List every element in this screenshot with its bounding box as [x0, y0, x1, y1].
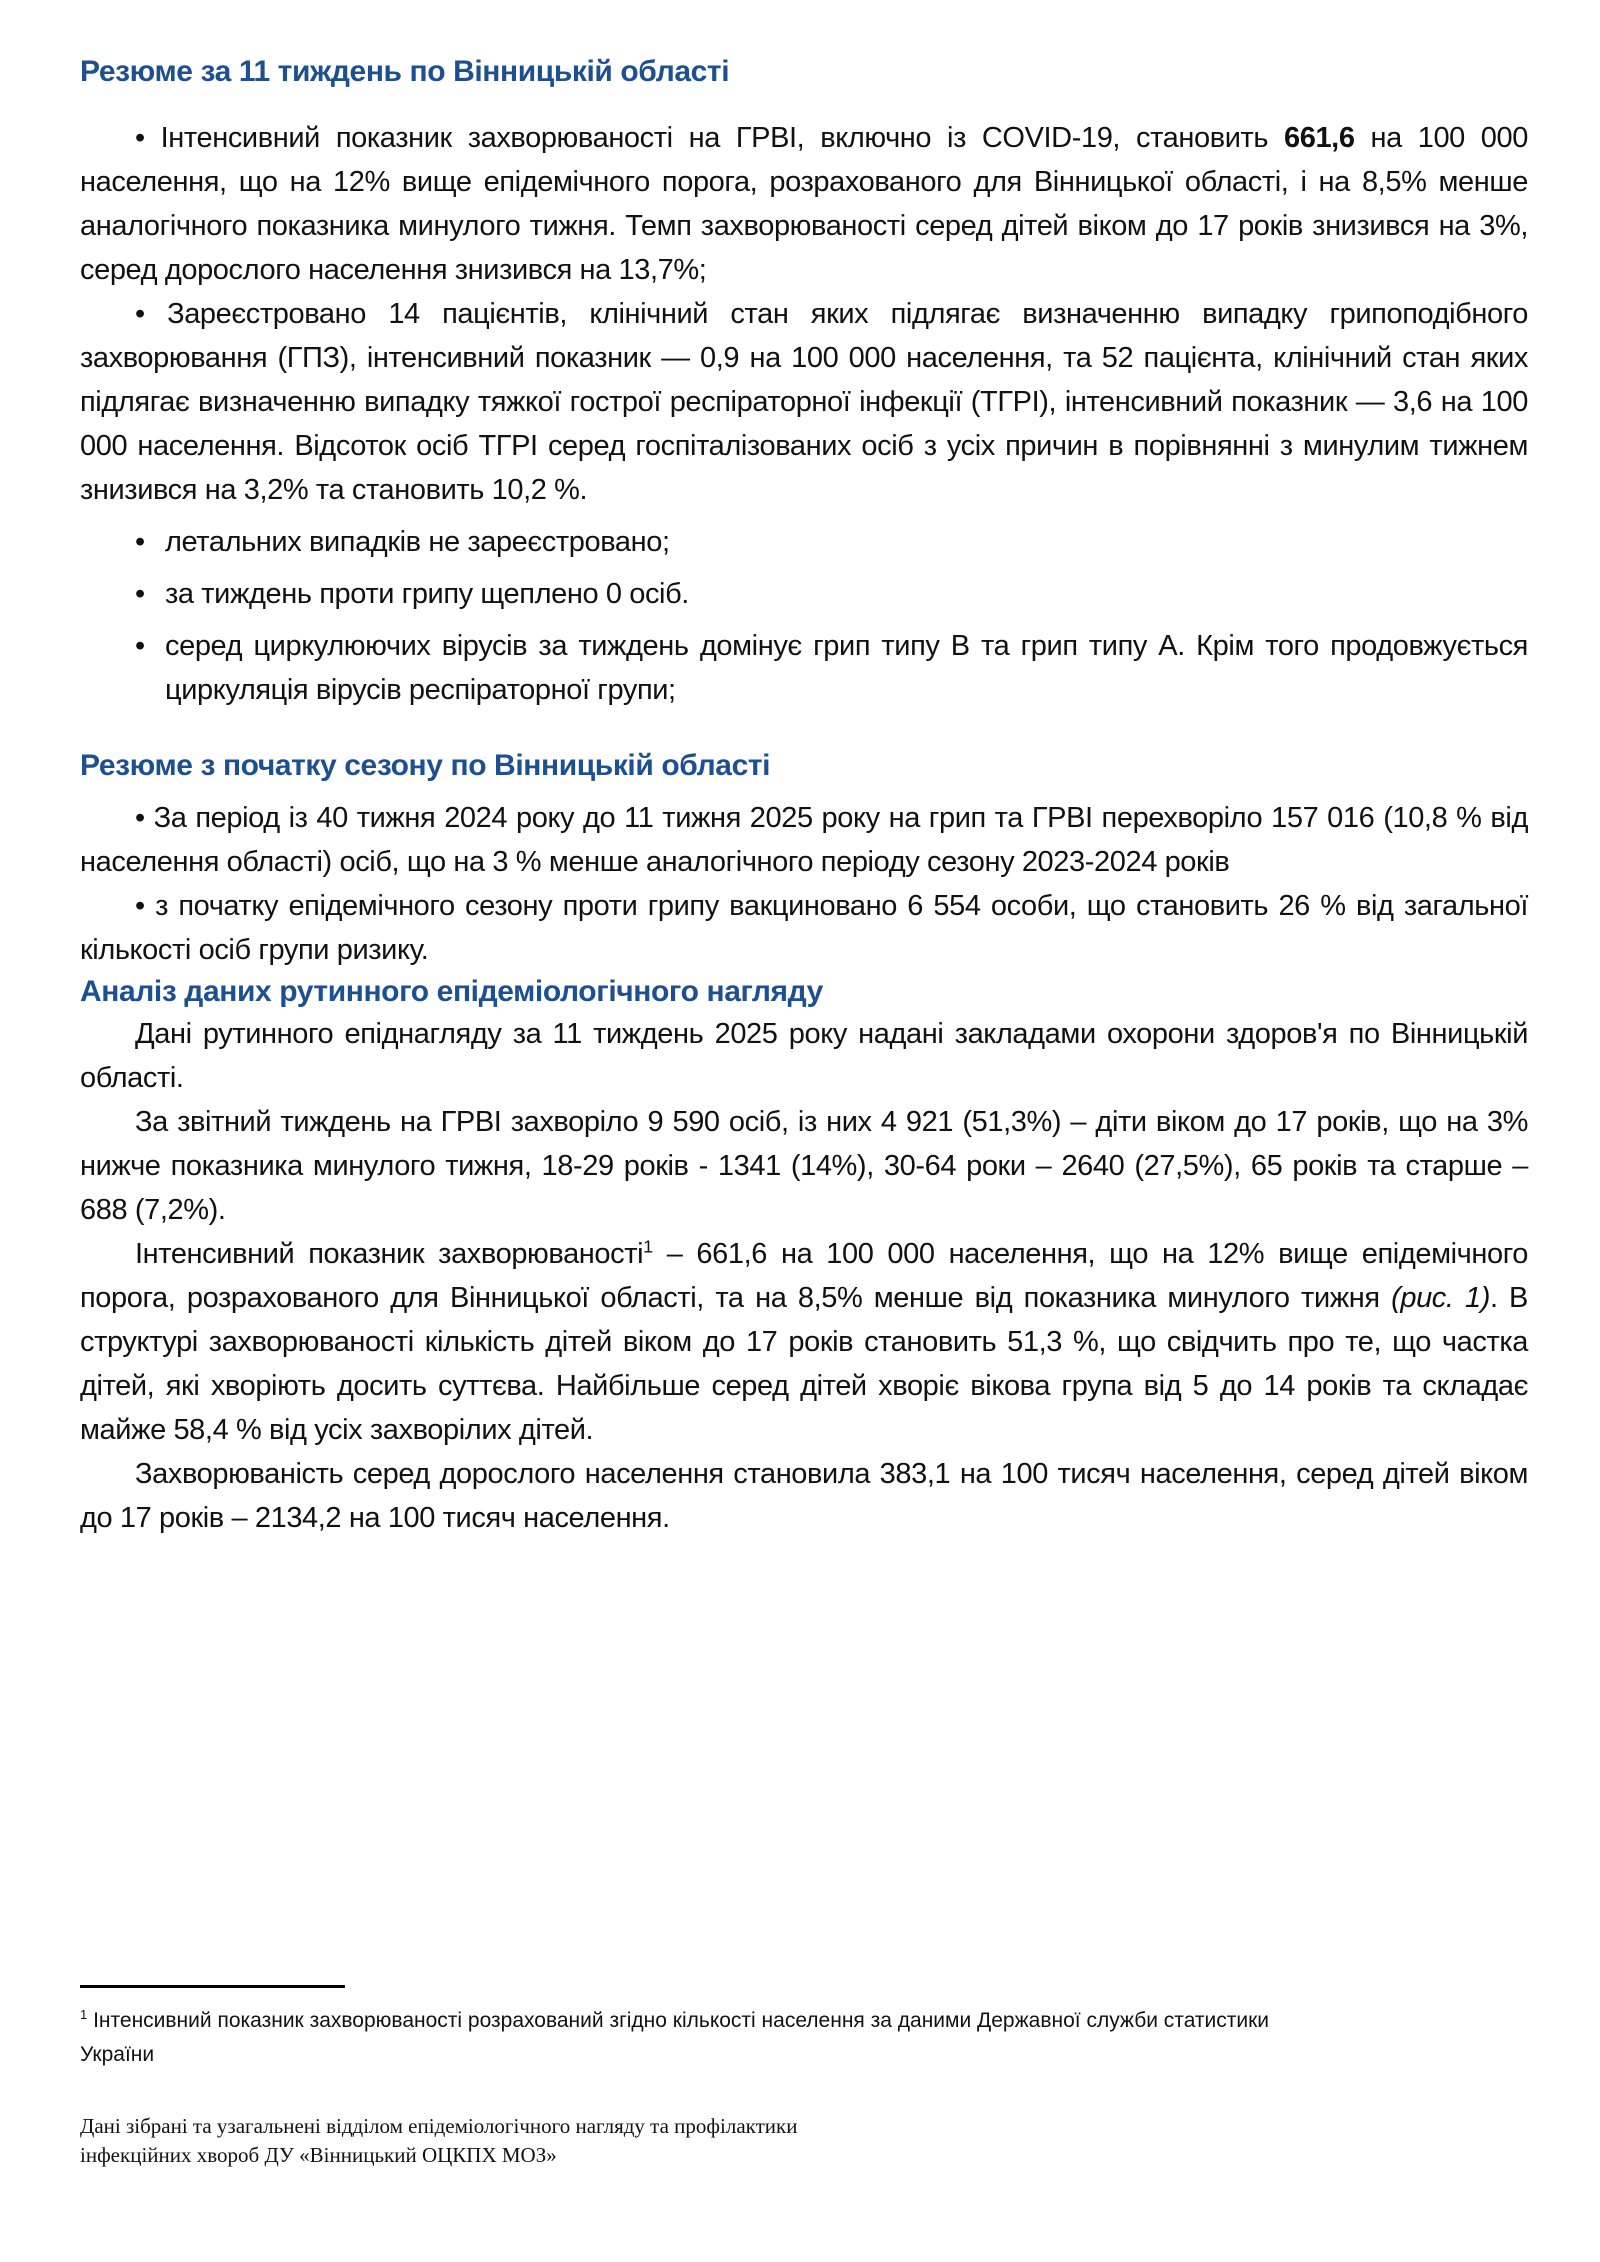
- bullet-marker: •: [135, 630, 145, 662]
- paragraph-week-age-breakdown: [80, 1100, 1528, 1232]
- text-run: . В структурі захворюваності кількість дітей віком до 17 років становить 51,3 %, що свідчить про те, що частка дітей, які хворіють досить суттєва. Найбільше серед дітей хворіє вікова група від 5 до 14 років та складає майже 58,4 % від усіх захворілих дітей.: [80, 1282, 1529, 1446]
- paragraph-data-source: [80, 1012, 1528, 1100]
- heading-summary-season: [80, 746, 1528, 786]
- paragraph-adult-children-rates: [80, 1452, 1528, 1540]
- bullet-marker: •: [135, 526, 145, 558]
- text-run: Резюме за 11 тиждень по Вінницькій області: [80, 55, 730, 88]
- footnote-area: [80, 1985, 1528, 2072]
- text-run: за тиждень проти грипу щеплено 0 осіб.: [165, 578, 689, 610]
- text-run: Дані рутинного епіднагляду за 11 тиждень 2025 року надані закладами охорони здоров'я по Вінницькій області.: [80, 1018, 1528, 1094]
- text-run: Захворюваність серед дорослого населення становила 383,1 на 100 тисяч населення, серед дітей віком до 17 років – 2134,2 на 100 тисяч населення.: [80, 1458, 1528, 1534]
- paragraph-intensive-structure: [80, 1232, 1528, 1452]
- text-run: Резюме з початку сезону по Вінницькій області: [80, 749, 771, 782]
- text-run: За звітний тиждень на ГРВІ захворіло 9 590 осіб, із них 4 921 (51,3%) – діти віком до 17 років, що на 3% нижче показника минулого тижня, 18-29 років - 1341 (14%), 30-64 роки – 2640 (27,5%), 65 років та старше – 688 (7,2%).: [80, 1106, 1528, 1226]
- text-run: • з початку епідемічного сезону проти грипу вакциновано 6 554 особи, що становить 26 % від загальної кількості осіб групи ризику.: [80, 890, 1528, 966]
- text-run: Інтенсивний показник захворюваності: [135, 1238, 644, 1270]
- bullet-marker: •: [135, 578, 145, 610]
- footnote-separator: [80, 1985, 345, 1988]
- paragraph-season-vaccination: [80, 884, 1528, 972]
- bullet-circulating-viruses: [80, 624, 1528, 712]
- footnote-body: Інтенсивний показник захворюваності розрахований згідно кількості населення за даними Державної служби статистики України: [80, 2009, 1270, 2066]
- footer-line-2: інфекційних хвороб ДУ «Вінницький ОЦКПХ МОЗ»: [80, 2143, 557, 2167]
- text-run: летальних випадків не зареєстровано;: [165, 526, 670, 558]
- text-run: – 661,6 на 100 000 населення, що на 12% вище епідемічного порога, розрахованого для Вінницької області, та на 8,5% менше від показника минулого тижня: [80, 1238, 1528, 1314]
- document-body: [80, 52, 1528, 1540]
- paragraph-intensive-indicator: [80, 116, 1528, 292]
- paragraph-ili-sari-cases: [80, 292, 1528, 512]
- text-run: • За період із 40 тижня 2024 року до 11 тижня 2025 року на грип та ГРВІ перехворіло 157 016 (10,8 % від населення області) осіб, що на 3 % менше аналогічного періоду сезону 2023-2024 років: [80, 802, 1528, 878]
- text-run: серед циркулюючих вірусів за тиждень домінує грип типу В та грип типу А. Крім того продовжується циркуляція вірусів респіраторної групи;: [165, 630, 1528, 706]
- footnote-text: [80, 2004, 1310, 2072]
- text-run: 1: [643, 1236, 653, 1257]
- text-run: • Інтенсивний показник захворюваності на ГРВІ, включно із COVID-19, становить: [135, 122, 1284, 154]
- page-footer: [80, 2112, 1528, 2170]
- text-run: (рис. 1): [1391, 1282, 1490, 1314]
- heading-routine-surveillance: [80, 972, 1528, 1012]
- bullet-lethal-cases: [80, 520, 1528, 564]
- paragraph-season-totals: [80, 796, 1528, 884]
- footer-line-1: Дані зібрані та узагальнені відділом епідеміологічного нагляду та профілактики: [80, 2114, 798, 2138]
- text-run: Аналіз даних рутинного епідеміологічного нагляду: [80, 975, 823, 1008]
- footnote-marker: 1: [80, 2007, 88, 2022]
- text-run: • Зареєстровано 14 пацієнтів, клінічний стан яких підлягає визначенню випадку грипоподібного захворювання (ГПЗ), інтенсивний показник — 0,9 на 100 000 населення, та 52 пацієнта, клінічний стан яких підлягає визначенню випадку тяжкої гострої респіраторної інфекції (ТГРІ), інтенсивний показник — 3,6 на 100 000 населення. Відсоток осіб ТГРІ серед госпіталізованих осіб з усіх причин в порівнянні з минулим тижнем знизився на 3,2% та становить 10,2 %.: [80, 298, 1528, 506]
- text-run: 661,6: [1284, 122, 1355, 154]
- text-run: на 100 000 населення, що на 12% вище епідемічного порога, розрахованого для Вінницької області, і на 8,5% менше аналогічного показника минулого тижня. Темп захворюваності серед дітей віком до 17 років знизився на 3%, серед дорослого населення знизився на 13,7%;: [80, 122, 1528, 286]
- heading-summary-week-11: [80, 52, 1528, 92]
- bullet-vaccinated-week: [80, 572, 1528, 616]
